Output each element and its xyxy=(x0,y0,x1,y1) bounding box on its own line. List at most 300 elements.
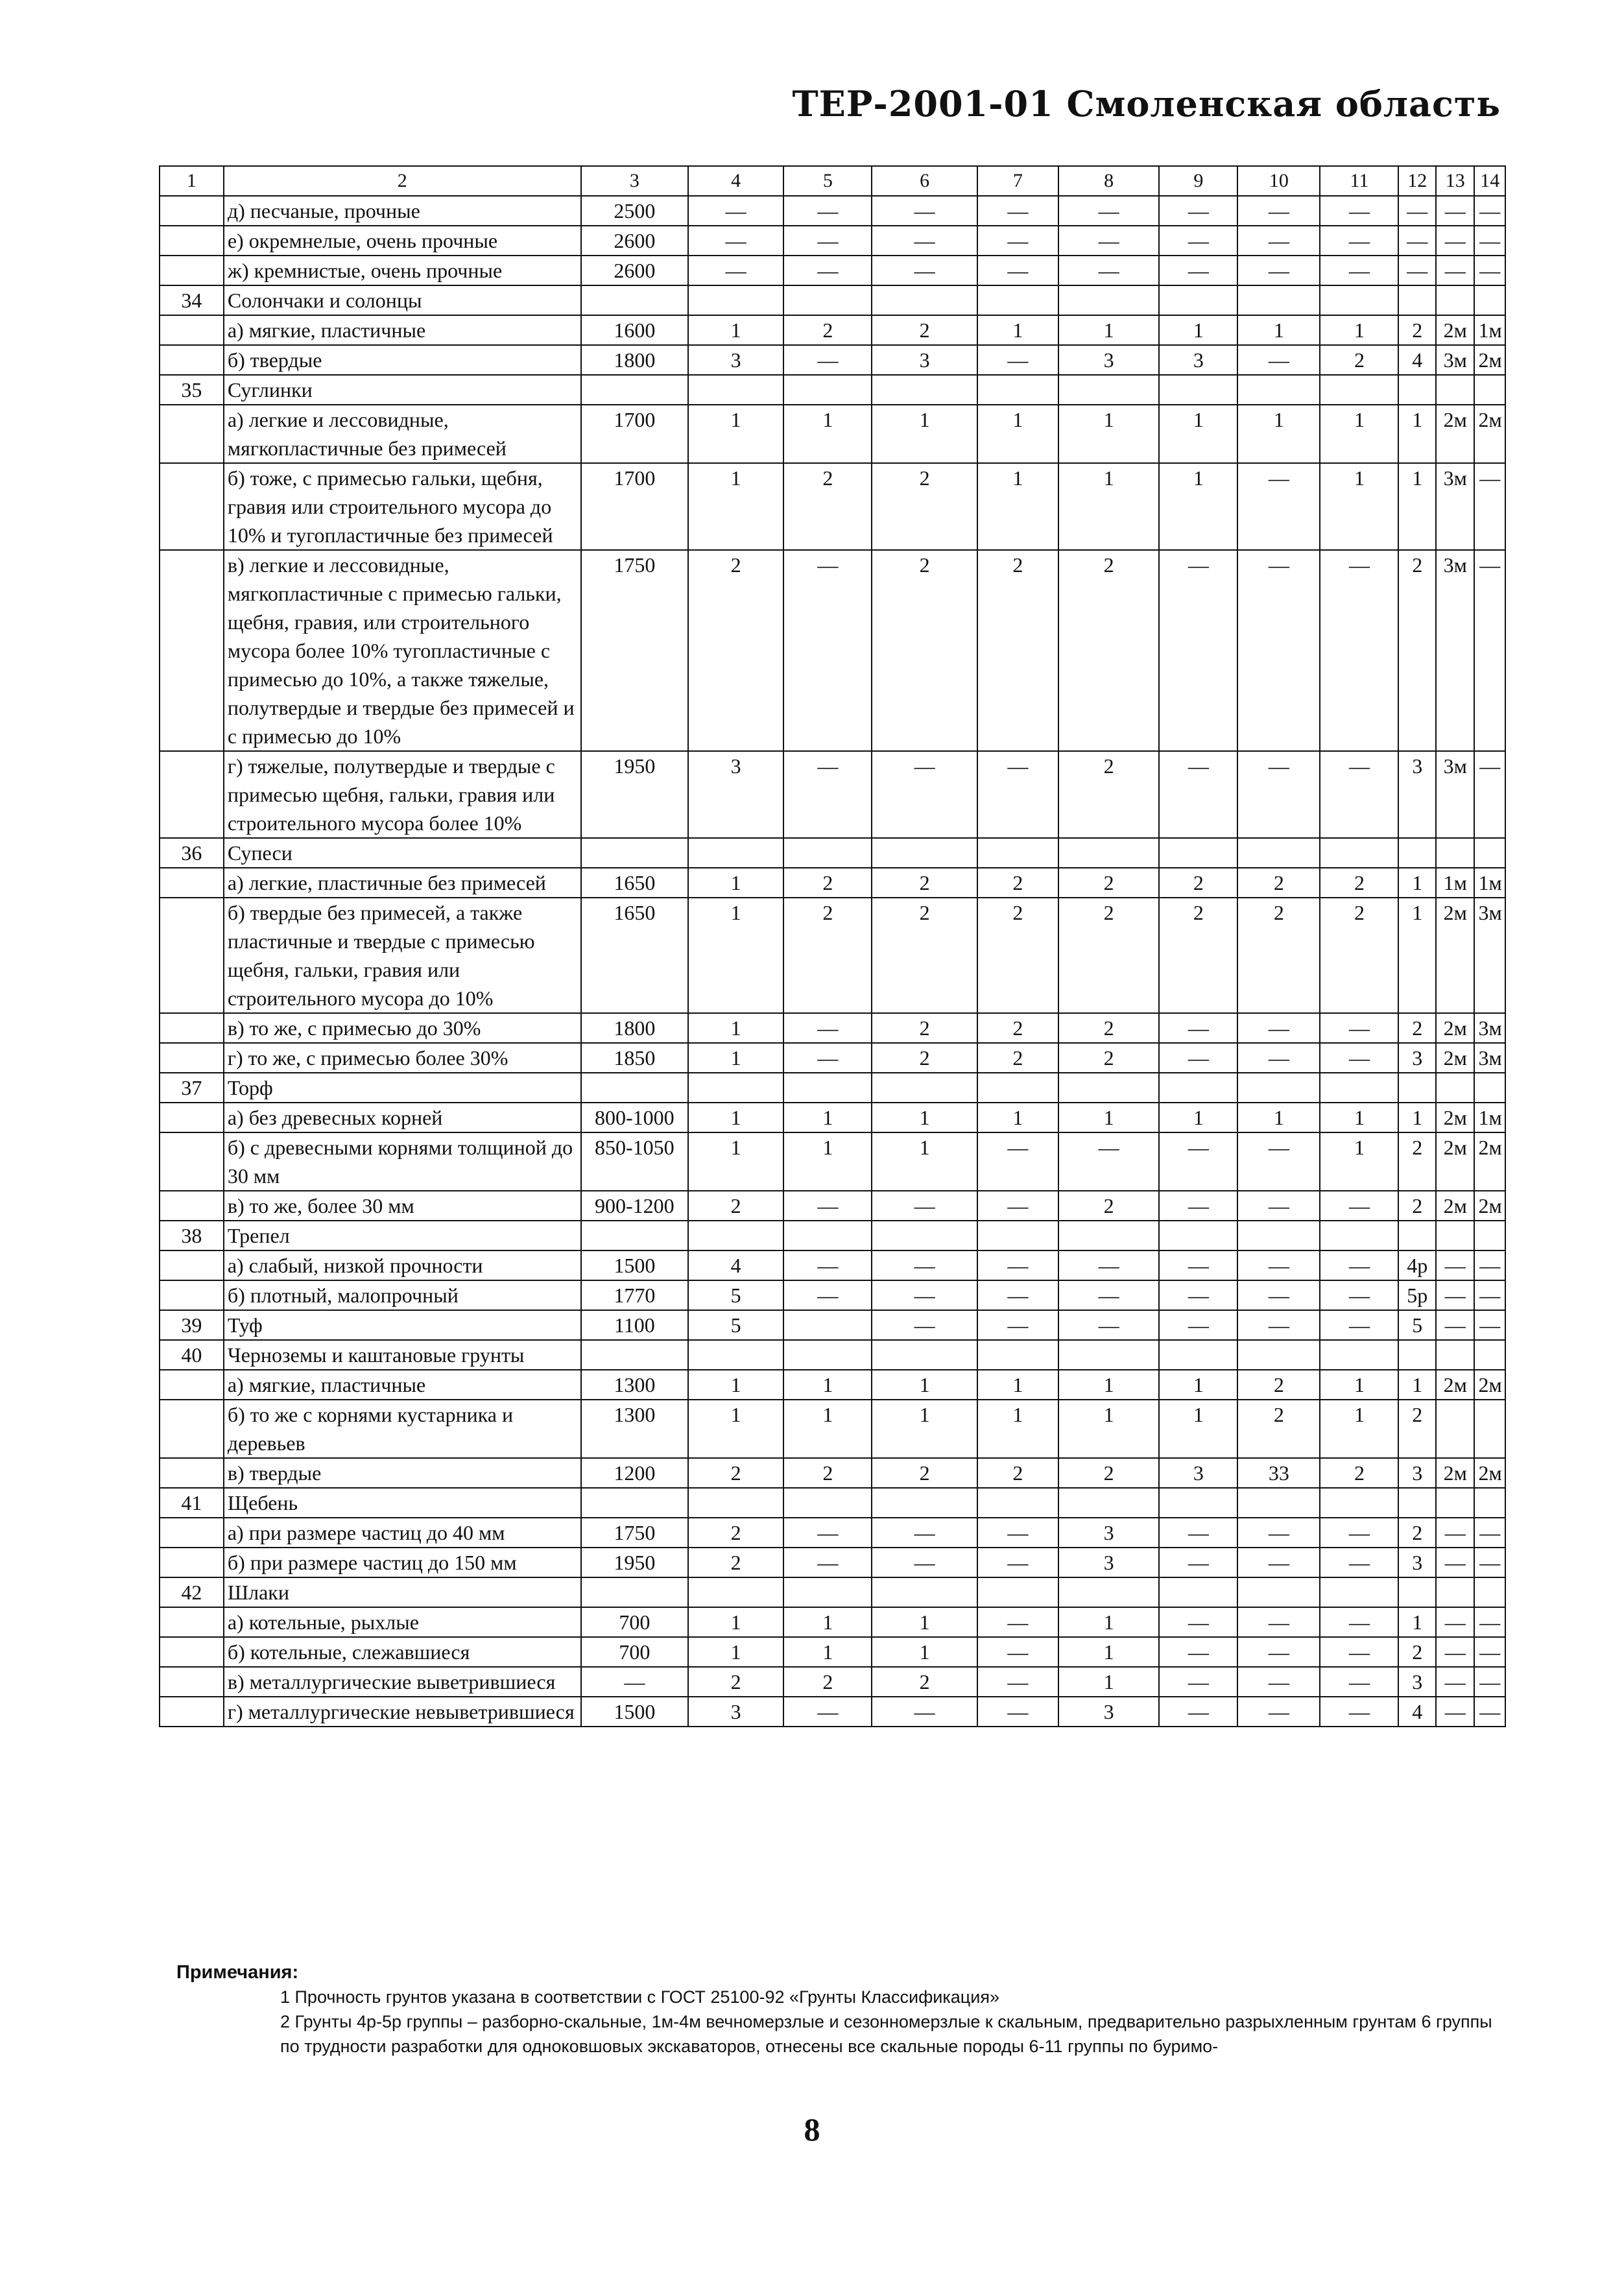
table-body xyxy=(160,166,1505,1727)
group-value-cell: — xyxy=(783,1043,872,1073)
group-value-cell: 3 xyxy=(1159,345,1237,375)
group-value-cell: 1 xyxy=(783,1132,872,1191)
group-value-cell: — xyxy=(1159,1518,1237,1548)
group-value-cell: — xyxy=(1159,1191,1237,1221)
group-value-cell: 2м xyxy=(1474,1458,1505,1488)
group-value-cell: 1 xyxy=(688,1043,783,1073)
group-value-cell: 2 xyxy=(1058,1043,1159,1073)
row-group-number xyxy=(160,1548,224,1577)
density-cell xyxy=(581,285,688,315)
table-row xyxy=(160,1250,1505,1280)
group-value-cell: 2 xyxy=(688,1667,783,1697)
group-value-cell xyxy=(1237,285,1320,315)
group-value-cell: 1 xyxy=(1159,1370,1237,1400)
group-value-cell: 2 xyxy=(783,868,872,898)
group-value-cell: 1 xyxy=(688,898,783,1013)
group-value-cell xyxy=(1159,1073,1237,1103)
group-value-cell xyxy=(872,1577,977,1607)
group-value-cell: — xyxy=(1058,1250,1159,1280)
group-value-cell: 2 xyxy=(1398,1191,1435,1221)
group-value-cell: 2 xyxy=(1159,898,1237,1013)
soil-name-cell: Трепел xyxy=(224,1221,581,1250)
group-value-cell xyxy=(1159,838,1237,868)
group-value-cell: — xyxy=(1320,1043,1398,1073)
group-value-cell: 4 xyxy=(1398,345,1435,375)
group-value-cell: — xyxy=(783,1280,872,1310)
soil-name-cell: а) мягкие, пластичные xyxy=(224,315,581,345)
group-value-cell: 2 xyxy=(977,1458,1058,1488)
row-group-number xyxy=(160,898,224,1013)
group-value-cell xyxy=(1436,285,1475,315)
group-value-cell xyxy=(1398,1221,1435,1250)
group-value-cell: 2 xyxy=(1058,1013,1159,1043)
table-row xyxy=(160,226,1505,256)
group-value-cell: — xyxy=(1320,226,1398,256)
group-value-cell xyxy=(783,1340,872,1370)
group-value-cell: — xyxy=(1436,1280,1475,1310)
group-value-cell xyxy=(1237,838,1320,868)
group-value-cell: — xyxy=(1436,196,1475,226)
soil-name-cell: Черноземы и каштановые грунты xyxy=(224,1340,581,1370)
density-cell: 1800 xyxy=(581,345,688,375)
group-value-cell: 2 xyxy=(688,550,783,751)
density-cell: 2600 xyxy=(581,226,688,256)
group-value-cell: — xyxy=(688,256,783,285)
soil-name-cell: в) металлургические выветрившиеся xyxy=(224,1667,581,1697)
group-value-cell: 3 xyxy=(1058,345,1159,375)
group-value-cell: — xyxy=(1474,1697,1505,1727)
group-value-cell: 3м xyxy=(1474,1043,1505,1073)
table-row xyxy=(160,1667,1505,1697)
group-value-cell: — xyxy=(1320,1637,1398,1667)
group-value-cell: 1 xyxy=(1320,1132,1398,1191)
table-row xyxy=(160,1577,1505,1607)
row-group-number xyxy=(160,1250,224,1280)
table-row xyxy=(160,1340,1505,1370)
col-number: 7 xyxy=(977,166,1058,196)
group-value-cell: 1 xyxy=(1058,1667,1159,1697)
group-value-cell: — xyxy=(872,751,977,838)
density-cell: 1300 xyxy=(581,1370,688,1400)
row-group-number xyxy=(160,1518,224,1548)
table-row xyxy=(160,345,1505,375)
soil-name-cell: г) тяжелые, полутвердые и твердые с примесью щебня, гальки, гравия или строительного мусора более 10% xyxy=(224,751,581,838)
group-value-cell: — xyxy=(1436,1548,1475,1577)
group-value-cell: — xyxy=(783,345,872,375)
soil-name-cell: а) легкие, пластичные без примесей xyxy=(224,868,581,898)
group-value-cell: 1 xyxy=(977,463,1058,550)
group-value-cell: — xyxy=(1159,1013,1237,1043)
group-value-cell: — xyxy=(1237,1637,1320,1667)
group-value-cell: — xyxy=(1237,226,1320,256)
group-value-cell: 2м xyxy=(1436,315,1475,345)
group-value-cell xyxy=(688,1073,783,1103)
soil-name-cell: а) мягкие, пластичные xyxy=(224,1370,581,1400)
group-value-cell: 2 xyxy=(783,463,872,550)
group-value-cell: — xyxy=(1436,1310,1475,1340)
group-value-cell: — xyxy=(977,1191,1058,1221)
soil-name-cell: б) плотный, малопрочный xyxy=(224,1280,581,1310)
group-value-cell: 1 xyxy=(872,1607,977,1637)
group-value-cell xyxy=(872,1073,977,1103)
group-value-cell: — xyxy=(783,256,872,285)
group-value-cell: 2м xyxy=(1474,1191,1505,1221)
group-value-cell: 1м xyxy=(1474,1103,1505,1132)
soil-name-cell: в) твердые xyxy=(224,1458,581,1488)
group-value-cell: — xyxy=(1320,751,1398,838)
table-row xyxy=(160,285,1505,315)
group-value-cell: — xyxy=(1474,1667,1505,1697)
group-value-cell: — xyxy=(1237,1043,1320,1073)
group-value-cell xyxy=(783,838,872,868)
group-value-cell: — xyxy=(872,1250,977,1280)
group-value-cell xyxy=(688,375,783,405)
row-group-number xyxy=(160,1013,224,1043)
group-value-cell: 1 xyxy=(783,405,872,463)
group-value-cell: 4р xyxy=(1398,1250,1435,1280)
soil-name-cell: ж) кремнистые, очень прочные xyxy=(224,256,581,285)
group-value-cell: 2 xyxy=(1058,898,1159,1013)
group-value-cell: 1 xyxy=(1398,898,1435,1013)
group-value-cell: — xyxy=(1320,1548,1398,1577)
group-value-cell: 33 xyxy=(1237,1458,1320,1488)
notes-title: Примечания: xyxy=(176,1962,299,1983)
group-value-cell: — xyxy=(872,1518,977,1548)
group-value-cell xyxy=(1436,1221,1475,1250)
group-value-cell xyxy=(783,1577,872,1607)
group-value-cell: 2 xyxy=(688,1548,783,1577)
group-value-cell: 3 xyxy=(688,345,783,375)
group-value-cell: — xyxy=(1474,1637,1505,1667)
soil-name-cell: Туф xyxy=(224,1310,581,1340)
group-value-cell: — xyxy=(1237,1310,1320,1340)
group-value-cell xyxy=(1320,285,1398,315)
group-value-cell: 1 xyxy=(1237,1103,1320,1132)
group-value-cell xyxy=(1474,1340,1505,1370)
group-value-cell: 2 xyxy=(977,550,1058,751)
group-value-cell xyxy=(1436,1488,1475,1518)
group-value-cell: — xyxy=(1237,1250,1320,1280)
table-row xyxy=(160,1221,1505,1250)
table-row xyxy=(160,1280,1505,1310)
group-value-cell: 1 xyxy=(783,1607,872,1637)
group-value-cell: 2 xyxy=(872,1043,977,1073)
table-row xyxy=(160,1103,1505,1132)
group-value-cell xyxy=(1237,1577,1320,1607)
group-value-cell: — xyxy=(1237,751,1320,838)
row-group-number xyxy=(160,1370,224,1400)
row-group-number xyxy=(160,751,224,838)
group-value-cell: — xyxy=(1159,1250,1237,1280)
group-value-cell xyxy=(1058,838,1159,868)
table-row xyxy=(160,405,1505,463)
group-value-cell: 2м xyxy=(1436,1103,1475,1132)
soil-name-cell: в) то же, более 30 мм xyxy=(224,1191,581,1221)
group-value-cell xyxy=(977,1488,1058,1518)
group-value-cell: 1 xyxy=(783,1400,872,1458)
row-group-number xyxy=(160,1280,224,1310)
row-group-number xyxy=(160,868,224,898)
density-cell xyxy=(581,1488,688,1518)
group-value-cell: — xyxy=(1436,1250,1475,1280)
group-value-cell: — xyxy=(1159,196,1237,226)
group-value-cell: 3 xyxy=(688,1697,783,1727)
note-2: 2 Грунты 4р-5р группы – разборно-скальные, 1м-4м вечномерзлые и сезонномерзлые к скальным, предварительно разрыхленным грунтам 6 группы по трудности разработки для одноковшовых экскаваторов, отнесены все скальные породы 6-11 группы по буримо- xyxy=(280,2012,1492,2056)
row-group-number xyxy=(160,1103,224,1132)
group-value-cell: 2 xyxy=(1058,751,1159,838)
group-value-cell xyxy=(1058,1340,1159,1370)
group-value-cell: — xyxy=(1436,1697,1475,1727)
table-row xyxy=(160,1132,1505,1191)
group-value-cell: 3м xyxy=(1436,463,1475,550)
soil-name-cell: а) при размере частиц до 40 мм xyxy=(224,1518,581,1548)
group-value-cell: 1 xyxy=(1398,1370,1435,1400)
col-number: 9 xyxy=(1159,166,1237,196)
col-number: 14 xyxy=(1474,166,1505,196)
group-value-cell: 2 xyxy=(1398,315,1435,345)
group-value-cell: 1 xyxy=(872,405,977,463)
col-number: 5 xyxy=(783,166,872,196)
group-value-cell: 2 xyxy=(872,1667,977,1697)
group-value-cell: 2 xyxy=(1058,868,1159,898)
group-value-cell: — xyxy=(1159,226,1237,256)
group-value-cell: — xyxy=(783,1191,872,1221)
group-value-cell: — xyxy=(1058,1132,1159,1191)
density-cell xyxy=(581,1221,688,1250)
group-value-cell: 1 xyxy=(1159,463,1237,550)
density-cell: 1300 xyxy=(581,1400,688,1458)
group-value-cell: 2 xyxy=(688,1191,783,1221)
group-value-cell: — xyxy=(1237,1132,1320,1191)
group-value-cell: 2 xyxy=(783,315,872,345)
group-value-cell: — xyxy=(783,226,872,256)
group-value-cell: — xyxy=(1237,196,1320,226)
group-value-cell: — xyxy=(872,226,977,256)
group-value-cell: 3м xyxy=(1474,898,1505,1013)
table-row xyxy=(160,898,1505,1013)
group-value-cell: 2 xyxy=(1398,1132,1435,1191)
group-value-cell: — xyxy=(1320,1667,1398,1697)
group-value-cell: — xyxy=(1159,550,1237,751)
group-value-cell: 3 xyxy=(1398,751,1435,838)
soil-name-cell: а) слабый, низкой прочности xyxy=(224,1250,581,1280)
table-row xyxy=(160,1548,1505,1577)
group-value-cell: 2 xyxy=(977,868,1058,898)
group-value-cell: — xyxy=(783,751,872,838)
group-value-cell: 3 xyxy=(1398,1458,1435,1488)
group-value-cell xyxy=(977,375,1058,405)
group-value-cell: — xyxy=(1159,1667,1237,1697)
group-value-cell: 2 xyxy=(783,1667,872,1697)
group-value-cell xyxy=(1398,1488,1435,1518)
group-value-cell: 1м xyxy=(1436,868,1475,898)
soil-name-cell: б) твердые xyxy=(224,345,581,375)
group-value-cell: 3 xyxy=(1159,1458,1237,1488)
group-value-cell: 2 xyxy=(1320,1458,1398,1488)
group-value-cell xyxy=(1398,375,1435,405)
group-value-cell: 2 xyxy=(1320,898,1398,1013)
soil-name-cell: а) легкие и лессовидные, мягкопластичные без примесей xyxy=(224,405,581,463)
table-row xyxy=(160,751,1505,838)
group-value-cell: 1 xyxy=(1058,463,1159,550)
group-value-cell: — xyxy=(872,1310,977,1340)
group-value-cell: 1 xyxy=(688,1400,783,1458)
group-value-cell: 1 xyxy=(872,1370,977,1400)
group-value-cell: — xyxy=(1474,1280,1505,1310)
group-value-cell: 1 xyxy=(872,1400,977,1458)
group-value-cell xyxy=(977,838,1058,868)
group-value-cell: — xyxy=(1058,226,1159,256)
group-value-cell xyxy=(1159,1340,1237,1370)
group-value-cell: 2 xyxy=(1320,345,1398,375)
group-value-cell: — xyxy=(1237,1697,1320,1727)
group-value-cell: 1 xyxy=(1320,1400,1398,1458)
group-value-cell xyxy=(1320,375,1398,405)
group-value-cell: — xyxy=(783,550,872,751)
row-group-number xyxy=(160,1400,224,1458)
table-row xyxy=(160,838,1505,868)
group-value-cell: 1 xyxy=(1320,405,1398,463)
group-value-cell: 4 xyxy=(1398,1697,1435,1727)
density-cell: 1700 xyxy=(581,405,688,463)
group-value-cell: 1м xyxy=(1474,868,1505,898)
group-value-cell xyxy=(1237,1340,1320,1370)
group-value-cell xyxy=(977,285,1058,315)
group-value-cell: 4 xyxy=(688,1250,783,1280)
soil-name-cell: г) то же, с примесью более 30% xyxy=(224,1043,581,1073)
group-value-cell xyxy=(1436,1400,1475,1458)
group-value-cell xyxy=(1436,1073,1475,1103)
group-value-cell xyxy=(1398,1073,1435,1103)
group-value-cell: 1 xyxy=(1058,1400,1159,1458)
density-cell: 1600 xyxy=(581,315,688,345)
group-value-cell: 2 xyxy=(1058,1191,1159,1221)
soil-name-cell: в) то же, с примесью до 30% xyxy=(224,1013,581,1043)
group-value-cell xyxy=(1320,1340,1398,1370)
group-value-cell: 1 xyxy=(783,1370,872,1400)
group-value-cell: 2 xyxy=(688,1458,783,1488)
group-value-cell: — xyxy=(1058,256,1159,285)
density-cell: 700 xyxy=(581,1607,688,1637)
group-value-cell: 2 xyxy=(872,1458,977,1488)
group-value-cell: 1 xyxy=(1058,1637,1159,1667)
group-value-cell: — xyxy=(1159,1043,1237,1073)
soil-name-cell: б) при размере частиц до 150 мм xyxy=(224,1548,581,1577)
group-value-cell: — xyxy=(1436,1637,1475,1667)
col-number: 13 xyxy=(1436,166,1475,196)
group-value-cell xyxy=(1474,375,1505,405)
density-cell: 1750 xyxy=(581,550,688,751)
group-value-cell: 3м xyxy=(1436,345,1475,375)
group-value-cell: 1 xyxy=(1237,405,1320,463)
group-value-cell: — xyxy=(1320,1013,1398,1043)
group-value-cell xyxy=(872,1221,977,1250)
group-value-cell: 1 xyxy=(1320,463,1398,550)
group-value-cell xyxy=(783,1221,872,1250)
group-value-cell: 2 xyxy=(872,463,977,550)
group-value-cell: — xyxy=(977,256,1058,285)
group-value-cell: 3 xyxy=(1398,1043,1435,1073)
col-number: 12 xyxy=(1398,166,1435,196)
table-row xyxy=(160,1607,1505,1637)
row-group-number xyxy=(160,1191,224,1221)
group-value-cell xyxy=(1058,1577,1159,1607)
group-value-cell: 1 xyxy=(1058,1103,1159,1132)
group-value-cell: 2 xyxy=(783,1458,872,1488)
group-value-cell xyxy=(1436,375,1475,405)
group-value-cell: — xyxy=(1159,1548,1237,1577)
group-value-cell: 1 xyxy=(688,1607,783,1637)
group-value-cell: 2 xyxy=(783,898,872,1013)
group-value-cell: 2 xyxy=(1237,868,1320,898)
group-value-cell: 1 xyxy=(1159,405,1237,463)
soil-name-cell: Суглинки xyxy=(224,375,581,405)
group-value-cell: 2м xyxy=(1436,1191,1475,1221)
group-value-cell: — xyxy=(977,226,1058,256)
group-value-cell xyxy=(688,1577,783,1607)
group-value-cell: 2 xyxy=(872,868,977,898)
col-number: 2 xyxy=(224,166,581,196)
group-value-cell: 5 xyxy=(1398,1310,1435,1340)
soil-name-cell: Супеси xyxy=(224,838,581,868)
row-group-number: 41 xyxy=(160,1488,224,1518)
table-row xyxy=(160,1488,1505,1518)
group-value-cell xyxy=(1320,1073,1398,1103)
row-group-number xyxy=(160,196,224,226)
soil-name-cell: Щебень xyxy=(224,1488,581,1518)
group-value-cell xyxy=(688,838,783,868)
table-row xyxy=(160,256,1505,285)
soil-name-cell: Торф xyxy=(224,1073,581,1103)
density-cell: 1950 xyxy=(581,1548,688,1577)
group-value-cell: 2 xyxy=(872,898,977,1013)
soil-name-cell: а) котельные, рыхлые xyxy=(224,1607,581,1637)
row-group-number xyxy=(160,1043,224,1073)
group-value-cell xyxy=(1058,1488,1159,1518)
group-value-cell: 2м xyxy=(1474,405,1505,463)
group-value-cell: 1 xyxy=(688,1132,783,1191)
group-value-cell: — xyxy=(977,1667,1058,1697)
row-group-number xyxy=(160,550,224,751)
group-value-cell: 3м xyxy=(1436,550,1475,751)
group-value-cell xyxy=(1237,375,1320,405)
group-value-cell: 1 xyxy=(872,1103,977,1132)
group-value-cell: 2 xyxy=(1058,1458,1159,1488)
table-row xyxy=(160,1458,1505,1488)
group-value-cell: — xyxy=(1474,1250,1505,1280)
group-value-cell: — xyxy=(1320,1697,1398,1727)
group-value-cell: 1 xyxy=(1159,315,1237,345)
group-value-cell: 1 xyxy=(977,1103,1058,1132)
group-value-cell xyxy=(1474,1073,1505,1103)
density-cell: 1100 xyxy=(581,1310,688,1340)
group-value-cell: 2 xyxy=(1398,1400,1435,1458)
col-number: 10 xyxy=(1237,166,1320,196)
page-number: 8 xyxy=(804,2111,820,2147)
col-number: 8 xyxy=(1058,166,1159,196)
table-row xyxy=(160,1013,1505,1043)
density-cell xyxy=(581,838,688,868)
soil-name-cell: д) песчаные, прочные xyxy=(224,196,581,226)
group-value-cell: — xyxy=(977,345,1058,375)
group-value-cell xyxy=(1237,1073,1320,1103)
group-value-cell: 1 xyxy=(1320,1370,1398,1400)
group-value-cell: — xyxy=(1474,256,1505,285)
group-value-cell: 1 xyxy=(1398,463,1435,550)
density-cell: 1850 xyxy=(581,1043,688,1073)
group-value-cell: 2м xyxy=(1436,405,1475,463)
group-value-cell: — xyxy=(1398,226,1435,256)
